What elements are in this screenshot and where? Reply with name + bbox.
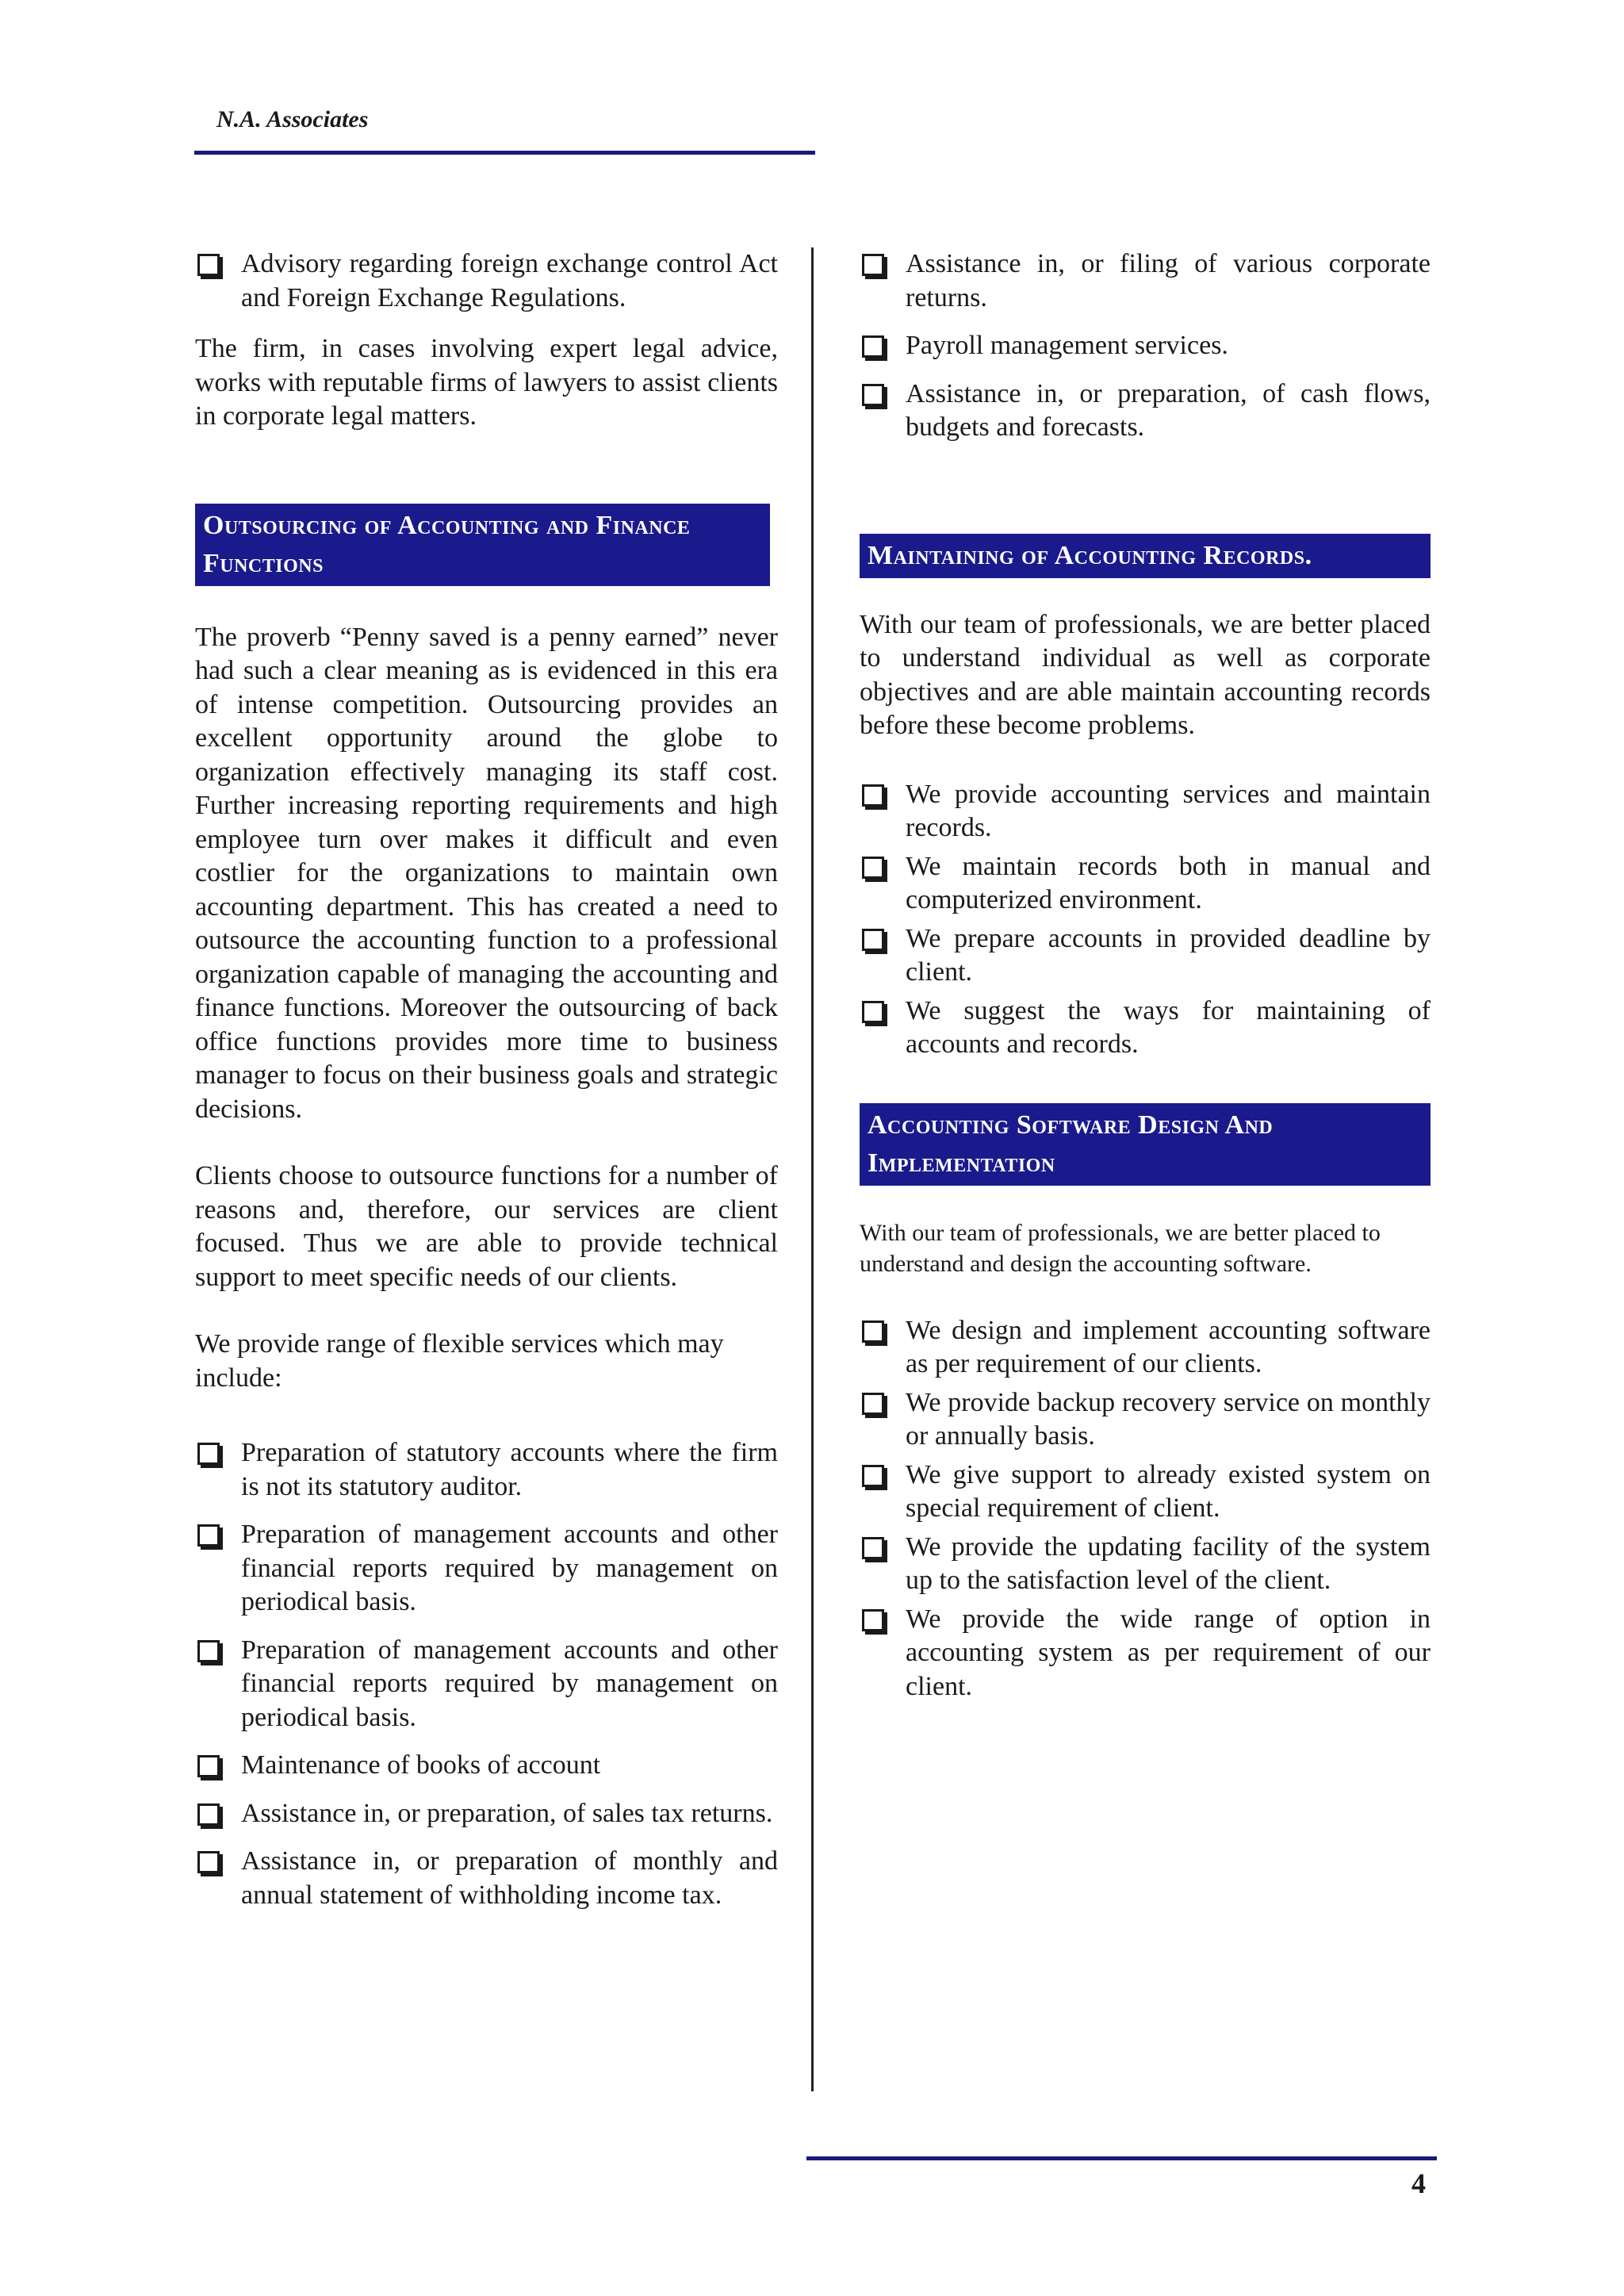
outsourcing-paragraph-1: The proverb “Penny saved is a penny earned” never had such a clear meaning as is evidenced in this era of intense competition. Outsourcing provides an excellent opportunity around the globe to organization effectively managing its staff cost. Further increasing reporting requirements and high employee turn over makes it difficult and even costlier for the organizations to maintain own accounting department. This has created a need to outsource the accounting function to a professional organization capable of managing the accounting and finance functions. Moreover the outsourcing of back office functions provides more time to business manager to focus on their business goals and strategic decisions. — [195, 622, 778, 1124]
list-item: Assistance in, or preparation, of sales tax returns. — [195, 1797, 778, 1831]
records-paragraph: With our team of professionals, we are better placed to understand individual as well as corporate objectives and are able maintain accounting records before these become problems. — [860, 609, 1431, 740]
outsourcing-paragraph-2: Clients choose to outsource functions for a number of reasons and, therefore, our services are client focused. Thus we are able to provide technical support to meet specific needs of our clients. — [195, 1161, 778, 1292]
checkbox-bullet-icon — [197, 1755, 220, 1777]
checkbox-bullet-icon — [862, 384, 884, 406]
list-item: We design and implement accounting software as per requirement of our clients. — [860, 1314, 1431, 1382]
checkbox-bullet-icon — [862, 335, 884, 358]
checkbox-bullet-icon — [862, 857, 884, 879]
software-paragraph: With our team of professionals, we are better placed to understand and design the accounting software. — [860, 1219, 1381, 1277]
checkbox-bullet-icon — [197, 1640, 220, 1662]
header-rule — [194, 151, 815, 155]
list-item: Maintenance of books of account — [195, 1749, 778, 1783]
header-title: N.A. Associates — [216, 106, 369, 132]
list-item: We provide the wide range of option in accounting system as per requirement of our client. — [860, 1603, 1431, 1704]
list-item: Preparation of management accounts and other financial reports required by management on periodical basis. — [195, 1634, 778, 1735]
outsourcing-heading: Outsourcing of Accounting and Finance Functions — [195, 504, 770, 586]
list-item: Assistance in, or preparation, of cash flows, budgets and forecasts. — [860, 378, 1431, 445]
list-item: Assistance in, or filing of various corporate returns. — [860, 247, 1431, 315]
checkbox-bullet-icon — [862, 254, 884, 276]
list-item: We provide the updating facility of the system up to the satisfaction level of the client. — [860, 1531, 1431, 1598]
list-item: We suggest the ways for maintaining of accounts and records. — [860, 995, 1431, 1062]
list-item: We prepare accounts in provided deadline by client. — [860, 922, 1431, 990]
list-item: We maintain records both in manual and computerized environment. — [860, 850, 1431, 918]
checkbox-bullet-icon — [862, 1465, 884, 1487]
checkbox-bullet-icon — [862, 1320, 884, 1343]
checkbox-bullet-icon — [862, 784, 884, 807]
checkbox-bullet-icon — [197, 254, 220, 276]
list-item: We give support to already existed system on special requirement of client. — [860, 1458, 1431, 1526]
checkbox-bullet-icon — [862, 929, 884, 951]
intro-paragraph: The firm, in cases involving expert legal advice, works with reputable firms of lawyers to assist clients in corporate legal matters. — [195, 334, 778, 431]
records-bullet-list — [860, 778, 1431, 1062]
checkbox-bullet-icon — [197, 1443, 220, 1465]
outsourcing-paragraph-3: We provide range of flexible services which may include: — [195, 1329, 724, 1393]
checkbox-bullet-icon — [862, 1609, 884, 1631]
top-bullet-list — [860, 247, 1431, 445]
list-item: Advisory regarding foreign exchange control Act and Foreign Exchange Regulations. — [195, 247, 778, 315]
checkbox-bullet-icon — [197, 1851, 220, 1873]
page-number: 4 — [1411, 2168, 1426, 2199]
right-column — [860, 247, 1431, 1708]
left-column — [195, 247, 778, 1926]
list-item: Payroll management services. — [860, 329, 1431, 363]
list-item: Preparation of statutory accounts where the firm is not its statutory auditor. — [195, 1436, 778, 1504]
checkbox-bullet-icon — [862, 1393, 884, 1415]
software-bullet-list — [860, 1314, 1431, 1704]
software-heading: Accounting Software Design And Implementation — [860, 1103, 1431, 1186]
records-heading: Maintaining of Accounting Records. — [860, 534, 1431, 578]
checkbox-bullet-icon — [862, 1537, 884, 1559]
list-item: Assistance in, or preparation of monthly and annual statement of withholding income tax. — [195, 1845, 778, 1912]
list-item: We provide backup recovery service on monthly or annually basis. — [860, 1386, 1431, 1454]
checkbox-bullet-icon — [862, 1001, 884, 1023]
list-item: Preparation of management accounts and other financial reports required by management on periodical basis. — [195, 1518, 778, 1619]
checkbox-bullet-icon — [197, 1524, 220, 1547]
intro-bullet-list — [195, 247, 778, 315]
list-item: We provide accounting services and maintain records. — [860, 778, 1431, 845]
column-divider — [811, 247, 814, 2091]
footer-rule — [806, 2156, 1437, 2160]
checkbox-bullet-icon — [197, 1803, 220, 1826]
services-bullet-list — [195, 1436, 778, 1912]
